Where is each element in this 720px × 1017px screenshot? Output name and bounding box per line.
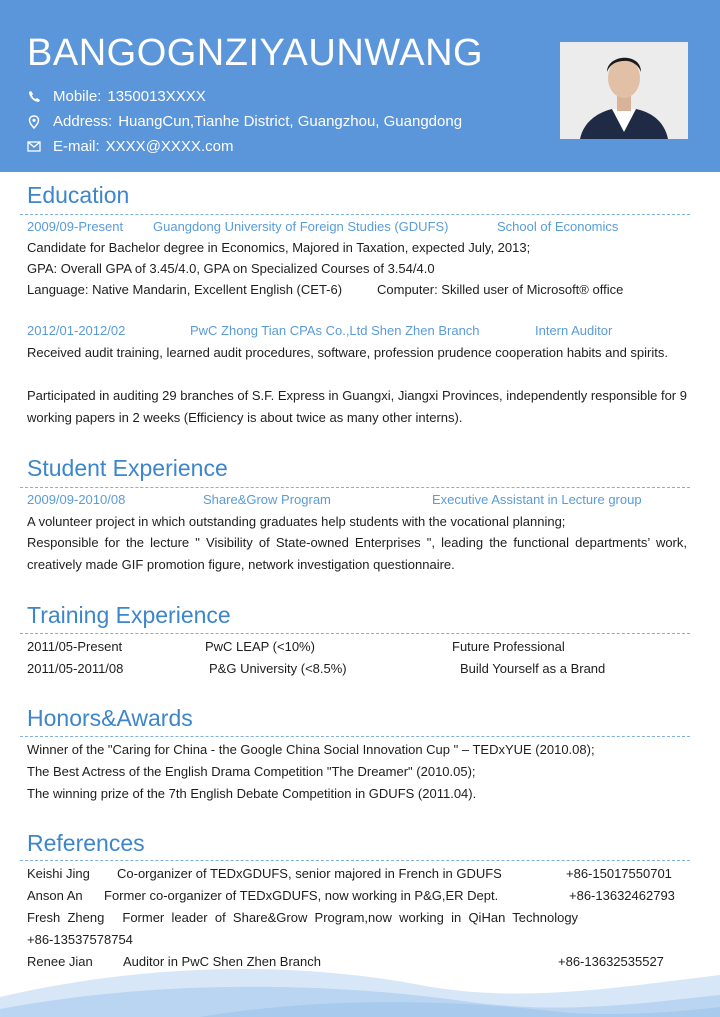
internship-description-2: Participated in auditing 29 branches of S.F. Express in Guangxi, Jiangxi Provinces, independently responsible for 9 working papers in 2 weeks (Efficiency is about twice as many other interns).: [27, 388, 687, 425]
header-banner: [0, 0, 720, 172]
training-program: P&G University (<8.5%): [209, 661, 347, 676]
training-date: 2011/05-Present: [27, 639, 123, 654]
address-value: HuangCun,Tianhe District, Guangzhou, Guangdong: [118, 113, 463, 130]
student-description-2: Responsible for the lecture " Visibility of State-owned Enterprises ", leading the functional departments’ work, creatively made GIF promotion figure, network investigation questionnaire.: [27, 535, 687, 572]
education-degree: Candidate for Bachelor degree in Economics, Majored in Taxation, expected July, 2013;: [27, 240, 531, 255]
section-divider: [20, 487, 690, 488]
reference-phone: +86-13632462793: [569, 888, 675, 903]
reference-description: Auditor in PwC Shen Zhen Branch: [123, 954, 321, 969]
training-result: Future Professional: [452, 639, 565, 654]
education-school: Guangdong University of Foreign Studies (GDUFS): [153, 219, 449, 234]
section-title-student-experience: Student Experience: [27, 455, 228, 481]
mobile-value: 1350013XXXX: [107, 88, 206, 105]
reference-line: Fresh Zheng Former leader of Share&Grow Program,now working in QiHan Technology: [27, 910, 579, 925]
section-title-honors: Honors&Awards: [27, 705, 193, 731]
reference-name: Renee Jian: [27, 954, 93, 969]
profile-photo: [560, 42, 688, 139]
internship-description-1: Received audit training, learned audit procedures, software, profession prudence cooperation habits and spirits.: [27, 345, 668, 360]
contact-address: [27, 113, 462, 130]
education-department: School of Economics: [497, 219, 619, 234]
reference-description: Co-organizer of TEDxGDUFS, senior majored in French in GDUFS: [117, 866, 502, 881]
email-icon: [27, 140, 41, 154]
student-role: Executive Assistant in Lecture group: [432, 492, 642, 507]
email-value: XXXX@XXXX.com: [105, 138, 234, 155]
honor-item: The Best Actress of the English Drama Competition "The Dreamer" (2010.05);: [27, 764, 476, 779]
email-label: E-mail:: [53, 138, 100, 155]
candidate-name: BANGOGNZIYAUNWANG: [27, 32, 484, 74]
contact-email: [27, 138, 233, 155]
reference-phone: +86-13537578754: [27, 932, 133, 947]
section-divider: [20, 633, 690, 634]
honor-item: The winning prize of the 7th English Debate Competition in GDUFS (2011.04).: [27, 786, 477, 801]
section-divider: [20, 736, 690, 737]
mobile-label: Mobile:: [53, 88, 102, 105]
education-gpa: GPA: Overall GPA of 3.45/4.0, GPA on Specialized Courses of 3.54/4.0: [27, 261, 435, 276]
training-date: 2011/05-2011/08: [27, 661, 124, 676]
training-result: Build Yourself as a Brand: [460, 661, 606, 676]
internship-company: PwC Zhong Tian CPAs Co.,Ltd Shen Zhen Branch: [190, 323, 480, 338]
student-date: 2009/09-2010/08: [27, 492, 126, 507]
education-date: 2009/09-Present: [27, 219, 124, 234]
reference-description: Former co-organizer of TEDxGDUFS, now working in P&G,ER Dept.: [104, 888, 499, 903]
education-computer: Computer: Skilled user of Microsoft® office: [377, 282, 624, 297]
contact-mobile: [27, 88, 206, 105]
internship-date: 2012/01-2012/02: [27, 323, 126, 338]
address-label: Address:: [53, 113, 113, 130]
section-title-training: Training Experience: [27, 602, 231, 628]
decorative-wave: [0, 957, 720, 1017]
student-program: Share&Grow Program: [203, 492, 331, 507]
section-title-education: Education: [27, 182, 130, 208]
section-divider: [20, 214, 690, 215]
reference-phone: +86-15017550701: [566, 866, 672, 881]
reference-phone: +86-13632535527: [558, 954, 664, 969]
reference-name: Anson An: [27, 888, 83, 903]
student-description-1: A volunteer project in which outstanding graduates help students with the vocational planning;: [27, 514, 566, 529]
section-divider: [20, 860, 690, 861]
reference-name: Keishi Jing: [27, 866, 90, 881]
training-program: PwC LEAP (<10%): [205, 639, 315, 654]
phone-icon: [27, 90, 41, 104]
education-language: Language: Native Mandarin, Excellent English (CET-6): [27, 282, 343, 297]
section-title-references: References: [27, 830, 145, 856]
location-icon: [27, 115, 41, 129]
internship-role: Intern Auditor: [535, 323, 613, 338]
honor-item: Winner of the "Caring for China - the Google China Social Innovation Cup " – TEDxYUE (2010.08);: [27, 742, 595, 757]
